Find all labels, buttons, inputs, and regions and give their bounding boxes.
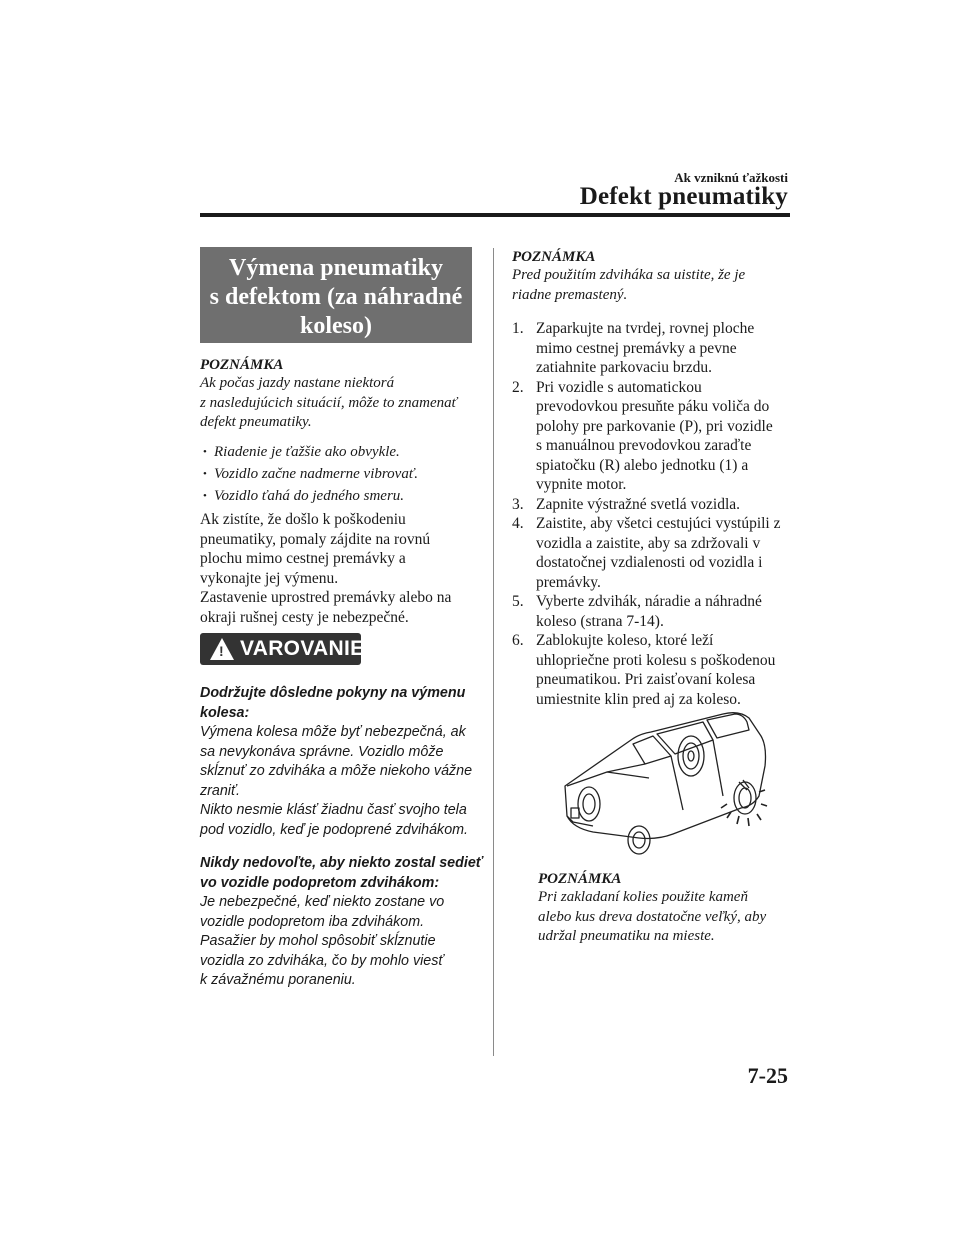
page-title: [200, 247, 472, 343]
title-line: Výmena pneumatiky: [228, 255, 444, 281]
step-line: zatiahnite parkovaciu brzdu.: [536, 359, 713, 376]
warning-line: Výmena kolesa môže byť nebezpečná, ak: [200, 724, 466, 740]
step-line: mimo cestnej premávky a pevne: [536, 339, 737, 357]
step-number: 5.: [512, 593, 524, 610]
paragraph-line: Zastavenie uprostred premávky alebo na: [200, 589, 452, 606]
warning-heading: Dodržujte dôsledne pokyny na výmenu: [200, 685, 466, 701]
section-title: Defekt pneumatiky: [579, 183, 788, 210]
warning-line: k závažnému poraneniu.: [200, 972, 356, 988]
note-2: [512, 249, 794, 305]
title-line: s defektom (za náhradné: [209, 284, 463, 310]
step-line: Zablokujte koleso, ktoré leží: [536, 632, 714, 649]
step-line: prevodovkou presuňte páku voliča do: [536, 398, 770, 415]
step-line: vozidla a zaistite, aby sa zdržovali v: [536, 534, 761, 552]
step-line: dostatočnej vzdialenosti od vozidla i: [536, 554, 763, 571]
note-heading: POZNÁMKA: [538, 871, 622, 887]
paragraph-line: Ak zistíte, že došlo k poškodeniu: [200, 511, 406, 528]
steps-list: [512, 319, 797, 709]
step-line: uhlopriečne proti kolesu s poškodenou: [536, 651, 776, 669]
step-line: Vyberte zdvihák, náradie a náhradné: [536, 593, 762, 610]
step-line: Zaistite, aby všetci cestujúci vystúpili z: [536, 515, 781, 532]
step-number: 3.: [512, 495, 524, 513]
page-number: 7-25: [747, 1063, 788, 1088]
step-item: [512, 592, 797, 631]
warning-line: Nikto nesmie klásť žiadnu časť svojho tela: [200, 802, 467, 818]
step-line: vypnite motor.: [536, 476, 627, 493]
step-line: Zapnite výstražné svetlá vozidla.: [536, 495, 741, 513]
note-3: [538, 871, 798, 947]
step-number: 4.: [512, 515, 524, 532]
warning-label: VAROVANIE: [240, 637, 365, 660]
step-line: pneumatikou. Pri zaisťovaní kolesa: [536, 671, 756, 688]
step-item: [512, 378, 797, 495]
list-item: • Vozidlo začne nadmerne vibrovať.: [200, 465, 475, 484]
warning-line: Je nebezpečné, keď niekto zostane vo: [200, 894, 445, 910]
note-line: riadne premastený.: [512, 286, 628, 303]
symptom-list: [200, 443, 475, 506]
warning-heading: kolesa:: [200, 704, 250, 721]
warning-text: [200, 684, 485, 991]
list-item: • Riadenie je ťažšie ako obvykle.: [200, 443, 475, 462]
note-1: [200, 357, 475, 509]
step-number: 2.: [512, 378, 524, 396]
warning-triangle-icon: [210, 638, 234, 660]
note-line: Pred použitím zdviháka sa uistite, že je: [512, 267, 746, 283]
step-item: [512, 495, 797, 515]
warning-line: zraniť.: [200, 782, 241, 799]
step-line: koleso (strana 7-14).: [536, 612, 664, 630]
step-item: [512, 631, 797, 709]
list-item: • Vozidlo ťahá do jedného smeru.: [200, 487, 475, 506]
step-line: polohy pre parkovanie (P), pri vozidle: [536, 417, 773, 435]
intro-paragraph: [200, 510, 475, 627]
step-line: umiestnite klin pred aj za koleso.: [536, 690, 741, 708]
paragraph-line: plochu mimo cestnej premávky a: [200, 550, 406, 567]
step-line: s manuálnou prevodovkou zaraďte: [536, 437, 752, 454]
title-line: koleso): [300, 313, 372, 339]
warning-line: pod vozidlo, keď je podoprené zdvihákom.: [200, 821, 469, 838]
step-number: 6.: [512, 632, 524, 649]
warning-line: skĺznuť zo zdviháka a môže niekoho vážne: [200, 763, 473, 779]
step-line: premávky.: [536, 573, 601, 591]
note-line: defekt pneumatiky.: [200, 414, 312, 430]
warning-line: vozidle podopretom iba zdvihákom.: [200, 913, 425, 930]
paragraph-line: pneumatiky, pomaly zájdite na rovnú: [200, 530, 431, 548]
note-heading: POZNÁMKA: [512, 249, 596, 265]
warning-line: vozidla zo zdviháka, čo by mohlo viesť: [200, 952, 444, 969]
header-rule: [200, 213, 790, 217]
note-line: z nasledujúcich situácií, môže to znamenať: [200, 394, 458, 411]
paragraph-line: okraji rušnej cesty je nebezpečné.: [200, 608, 409, 626]
warning-heading: vo vozidle podopretom zdvihákom:: [200, 874, 440, 891]
step-item: [512, 514, 797, 592]
warning-line: sa nevykonáva správne. Vozidlo môže: [200, 743, 444, 760]
warning-heading: Nikdy nedovoľte, aby niekto zostal sedieť: [200, 855, 483, 871]
chapter-label: Ak vzniknú ťažkosti: [674, 170, 788, 185]
step-line: Pri vozidle s automatickou: [536, 378, 702, 396]
note-line: udržal pneumatiku na mieste.: [538, 928, 715, 944]
step-number: 1.: [512, 320, 524, 337]
step-line: Zaparkujte na tvrdej, rovnej ploche: [536, 320, 755, 337]
note-line: alebo kus dreva dostatočne veľký, aby: [538, 908, 767, 925]
car-wheel-chock-illustration: [553, 700, 771, 858]
column-divider: [493, 248, 494, 1056]
step-item: [512, 319, 797, 378]
paragraph-line: vykonajte jej výmenu.: [200, 569, 339, 587]
note-line: Pri zakladaní kolies použite kameň: [538, 889, 748, 905]
note-heading: POZNÁMKA: [200, 357, 284, 373]
warning-line: Pasažier by mohol spôsobiť skĺznutie: [200, 933, 436, 949]
step-line: spiatočku (R) alebo jednotku (1) a: [536, 456, 749, 474]
warning-badge: [200, 633, 365, 665]
note-line: Ak počas jazdy nastane niektorá: [200, 375, 395, 391]
